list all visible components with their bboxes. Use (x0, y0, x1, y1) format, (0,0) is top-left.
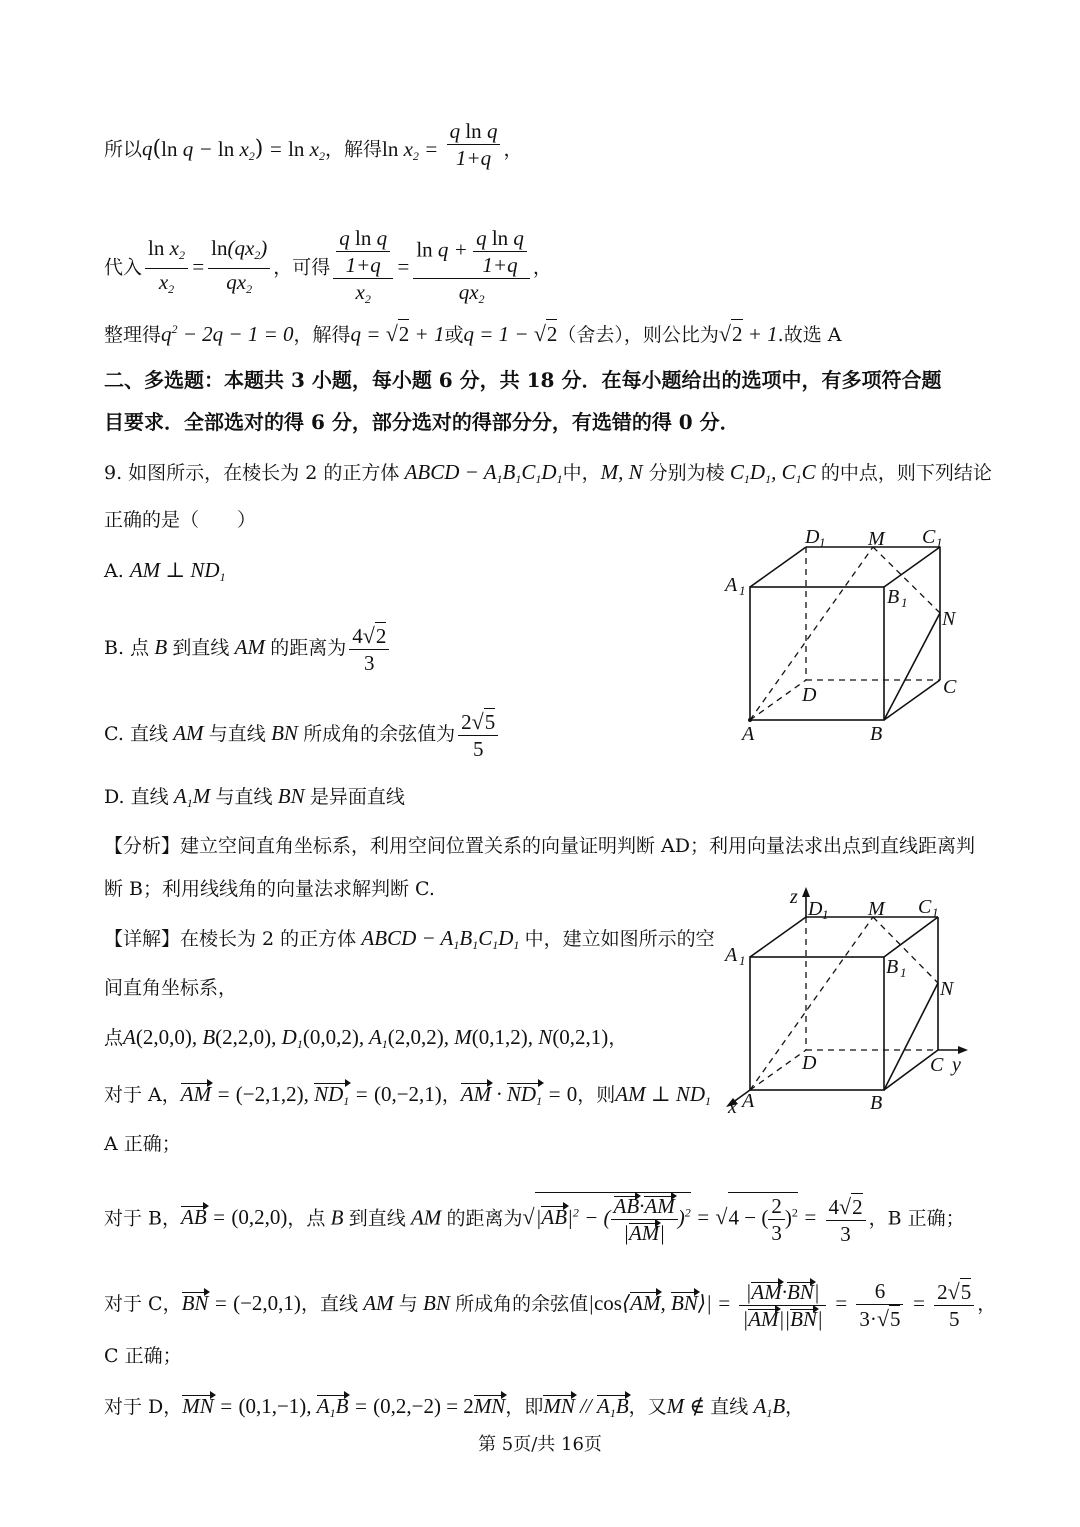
option-a: A. AM ⊥ $ND_1$ (104, 558, 226, 584)
text: 整理得 (104, 324, 162, 346)
text: 的距离为 (446, 1207, 523, 1230)
sub: 1 (901, 595, 908, 610)
label-b1: B (887, 586, 900, 608)
label-c1: C (922, 526, 936, 548)
text: 中， (562, 462, 601, 484)
for-a-result: A 正确； (104, 1133, 181, 1155)
text: 点 (104, 1027, 124, 1049)
label-d1: D (808, 898, 823, 920)
analysis-line2: 断 B；利用线线角的向量法求解判断 C. (104, 878, 435, 900)
text: 对于 C， (104, 1292, 182, 1315)
sub: 1 (822, 907, 829, 922)
detail-points: 点A(2,0,0), B(2,2,0), $D_1(0,0,2)$, $A_1(2,0,2)$, M(0,1,2), N(0,2,1)， (104, 1025, 628, 1051)
text: ，则 (577, 1084, 616, 1106)
axis-x: x (728, 1096, 737, 1117)
label-d1: D (805, 526, 820, 548)
text: ， (785, 1396, 805, 1418)
line-solve: 整理得$q^2 - 2q - 1 = 0$，解得q = √2 + 1或q = 1 − √2（舍去），则公比为√2 + 1.故选 A (104, 321, 842, 346)
text: D. (104, 786, 125, 808)
text: ，直线 (300, 1292, 358, 1315)
text: 所成角的余弦值 (455, 1292, 589, 1315)
question-9: 9. 如图所示，在棱长为 2 的正方体 ABCD − $A_1B_1C_1D_1$中，M, N 分别为棱 $C_1D_1$, $C_1C$ 的中点，则下列结论 (104, 460, 992, 486)
text: ， (532, 256, 552, 279)
label-d: D (802, 684, 817, 706)
sub: 1 (819, 535, 826, 550)
for-c: 对于 C，BN = (−2,0,1)，直线 AM 与 BN 所成角的余弦值|cos⟨AM, BN⟩| = $\frac{|AM\cdot BN|}{|AM||BN|}$ = $\frac{6}{3\cdot√5}$ = $\frac{2√5}{5}$ ， (104, 1279, 997, 1331)
text: 9. 如图所示，在棱长为 2 的正方体 (104, 462, 400, 484)
text: 所以 (104, 138, 143, 161)
sub: 1 (739, 583, 746, 598)
label-n: N (942, 608, 956, 630)
text: 代入 (104, 256, 143, 279)
option-d: D. 直线 $A_1M$ 与直线 BN 是异面直线 (104, 784, 405, 810)
for-d: 对于 D，MN = (0,1,−1), $A_1B = (0,2,-2) = 2MN$，即MN // $A_1B$，又M ∉ 直线 $A_1B$， (104, 1392, 804, 1427)
text: ，即 (505, 1396, 544, 1418)
label-a: A (742, 1090, 755, 1112)
text: 中，建立如图所示的空 (524, 928, 715, 950)
analysis-line1: 【分析】建立空间直角坐标系，利用空间位置关系的向量证明判断 AD；利用向量法求出点到直线距离判 (104, 835, 975, 857)
sub: 1 (932, 905, 939, 920)
text: ， (503, 138, 523, 161)
text: ，又 (628, 1396, 667, 1418)
detail-line2: 间直角坐标系， (104, 977, 238, 999)
text: 是异面直线 (309, 786, 405, 808)
question-9-line2: 正确的是（ ） (104, 509, 257, 531)
cube-figure-1 (720, 525, 970, 750)
text: 所成角的余弦值为 (303, 723, 456, 745)
cube-figure-2 (720, 885, 980, 1117)
text: 【详解】在棱长为 2 的正方体 (104, 928, 357, 950)
text: 的距离为 (270, 637, 347, 659)
label-a1: A (725, 574, 738, 596)
sub: 1 (936, 535, 943, 550)
label-b: B (870, 723, 883, 745)
text: 与直线 (215, 786, 273, 808)
label-a: A (742, 723, 755, 745)
label-d: D (802, 1052, 817, 1074)
label-m: M (868, 528, 885, 550)
option-b: B. 点 B 到直线 AM 的距离为 $\frac{4√2}{3}$ (104, 622, 392, 676)
axis-z: z (790, 886, 798, 908)
page-footer: 第 5页/共 16页 (478, 1434, 602, 1455)
option-c: C. 直线 AM 与直线 BN 所成角的余弦值为 $\frac{2√5}{5}$ (104, 708, 501, 762)
section-heading-1: 二、多选题：本题共 3 小题，每小题 6 分，共 18 分．在每小题给出的选项中，有多项符合题 (104, 368, 942, 392)
text: C. (104, 723, 124, 745)
detail-line1: 【详解】在棱长为 2 的正方体 ABCD − $A_1B_1C_1D_1$ 中，建立如图所示的空 (104, 926, 715, 952)
sub: 1 (900, 965, 907, 980)
axis-y: y (952, 1054, 961, 1076)
text: 与直线 (208, 723, 266, 745)
for-b: 对于 B，AB = (0,2,0)，点 B 到直线 AM 的距离为$√|AB|^2$ − ( $\frac{AB\cdot AM}{|AM|}$ )$^2$ = √4 − ( $\frac{2}{3}$ )$^2$ = $\frac{4√2}{3}$ ，B 正确； (104, 1193, 965, 1246)
text: 对于 B， (104, 1207, 182, 1230)
for-a: 对于 A，AM = (−2,1,2), $ND_1 = (0,-2,1)$，AM · $ND_1 = 0$，则AM ⊥ $ND_1$ (104, 1080, 711, 1115)
text: 到直线 (348, 1207, 406, 1230)
label-m: M (868, 898, 885, 920)
text: 直线 (710, 1396, 749, 1418)
text: 直线 (129, 723, 168, 745)
text: ，解得 (293, 324, 351, 346)
text: 对于 D， (104, 1396, 183, 1418)
text: 对于 A， (104, 1084, 181, 1106)
label-a1: A (725, 944, 738, 966)
text: ，B 正确； (868, 1207, 965, 1230)
label-b: B (870, 1092, 883, 1114)
text: 分别为棱 (648, 462, 725, 484)
line-substitute: 代入 $\frac{\ln x_2}{x_2}$ = $\frac{\ln(qx_2)}{qx_2}$ ，可得 $\frac{\frac{\text{q ln q}}{1+q}}{x_2}$ = ln q + $\frac{\text{q ln q}}{1+q}$ $qx_2$ ， (104, 226, 552, 306)
label-c1: C (918, 896, 932, 918)
line-so-q: 所以q(ln $q - \ln x_2) = \ln x_2$，解得$\ln x_2$ = $\frac{\text{q ln q}}{1+q}$ ， (104, 119, 523, 170)
text: 与 (398, 1292, 418, 1315)
text: B. (104, 637, 125, 659)
text: （舍去），则公比为 (557, 324, 719, 346)
text: 的中点，则下列结论 (820, 462, 992, 484)
label-c: C (930, 1054, 944, 1076)
text: A. (104, 560, 124, 582)
sub: 1 (739, 953, 746, 968)
text: ，点 (287, 1207, 326, 1230)
text: 到直线 (172, 637, 230, 659)
text: ，解得 (324, 138, 382, 161)
text: 点 (130, 637, 150, 659)
text: ， (977, 1292, 997, 1315)
text: .故选 A (777, 324, 842, 346)
label-n: N (940, 978, 954, 1000)
text: 或 (444, 324, 464, 346)
text: ，可得 (273, 256, 331, 279)
text: 直线 (130, 786, 169, 808)
section-heading-2: 目要求．全部选对的得 6 分，部分选对的得部分分，有选错的得 0 分． (104, 410, 740, 434)
label-c: C (943, 676, 957, 698)
for-c-result: C 正确； (104, 1345, 182, 1367)
label-b1: B (886, 956, 899, 978)
